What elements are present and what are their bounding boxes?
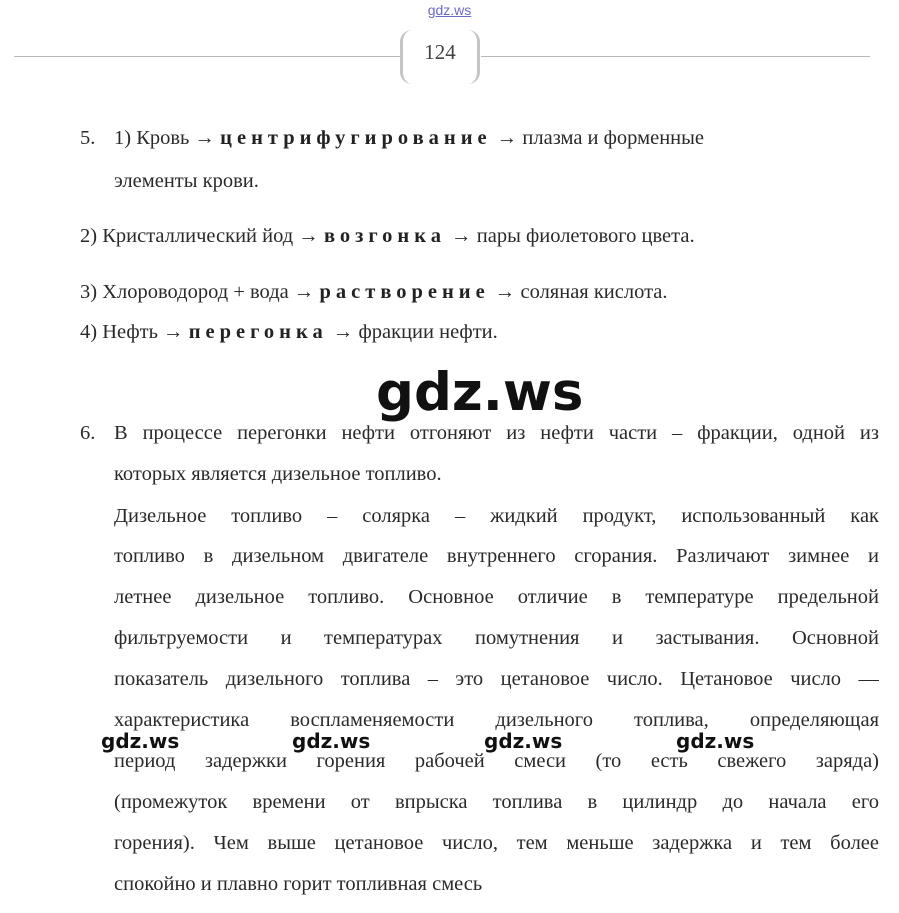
task5-number: 5.: [80, 127, 96, 149]
task5-item3: [80, 282, 668, 303]
watermark-small: gdz.ws: [484, 729, 563, 753]
item3-suffix: → соляная кислота.: [494, 281, 668, 303]
task6-line: период задержки горения рабочей смеси (то есть свежего заряда): [114, 751, 879, 772]
item1-suffix: → плазма и форменные: [496, 127, 705, 149]
task5-item2: [80, 226, 695, 247]
task6-line: которых является дизельное топливо.: [114, 463, 442, 485]
item3-prefix: 3) Хлороводород + вода →: [80, 281, 315, 303]
item2-suffix: → пары фиолетового цвета.: [451, 225, 695, 247]
item2-process: возгонка: [323, 225, 446, 247]
watermark-large: gdz.ws: [376, 362, 584, 423]
item3-process: растворение: [319, 281, 490, 303]
header-rule-left: [14, 56, 400, 57]
page-number: 124: [400, 30, 480, 84]
item4-prefix: 4) Нефть →: [80, 321, 184, 343]
task6-line: В процессе перегонки нефти отгоняют из нефти части – фракции, одной из: [114, 423, 879, 444]
watermark-small: gdz.ws: [292, 729, 371, 753]
task6-number: 6.: [80, 422, 96, 444]
item1-process: центрифугирование: [220, 127, 492, 149]
task6-line: показатель дизельного топлива – это цетановое число. Цетановое число —: [114, 669, 879, 690]
task6-line: характеристика воспламеняемости дизельного топлива, определяющая: [114, 710, 879, 731]
item2-prefix: 2) Кристаллический йод →: [80, 225, 319, 247]
task5-item4: [80, 322, 498, 343]
watermark-small: gdz.ws: [676, 729, 755, 753]
site-link[interactable]: gdz.ws: [427, 2, 472, 18]
task6-line: топливо в дизельном двигателе внутреннего сгорания. Различают зимнее и: [114, 546, 879, 567]
task5-item1-continuation: элементы крови.: [114, 170, 259, 192]
task6-line: (промежуток времени от впрыска топлива в цилиндр до начала его: [114, 792, 879, 813]
watermark-small: gdz.ws: [101, 729, 180, 753]
task6-line: фильтруемости и температурах помутнения и застывания. Основной: [114, 628, 879, 649]
task6-line: горения). Чем выше цетановое число, тем меньше задержка и тем более: [114, 833, 879, 854]
task6-line: Дизельное топливо – солярка – жидкий продукт, использованный как: [114, 506, 879, 527]
header-rule-right: [481, 56, 870, 57]
task6-line: спокойно и плавно горит топливная смесь: [114, 873, 483, 895]
item1-prefix: 1) Кровь →: [114, 127, 216, 149]
task6-line: летнее дизельное топливо. Основное отличие в температуре предельной: [114, 587, 879, 608]
item4-process: перегонка: [188, 321, 328, 343]
item4-suffix: → фракции нефти.: [332, 321, 498, 343]
task5-item1: [114, 128, 704, 149]
